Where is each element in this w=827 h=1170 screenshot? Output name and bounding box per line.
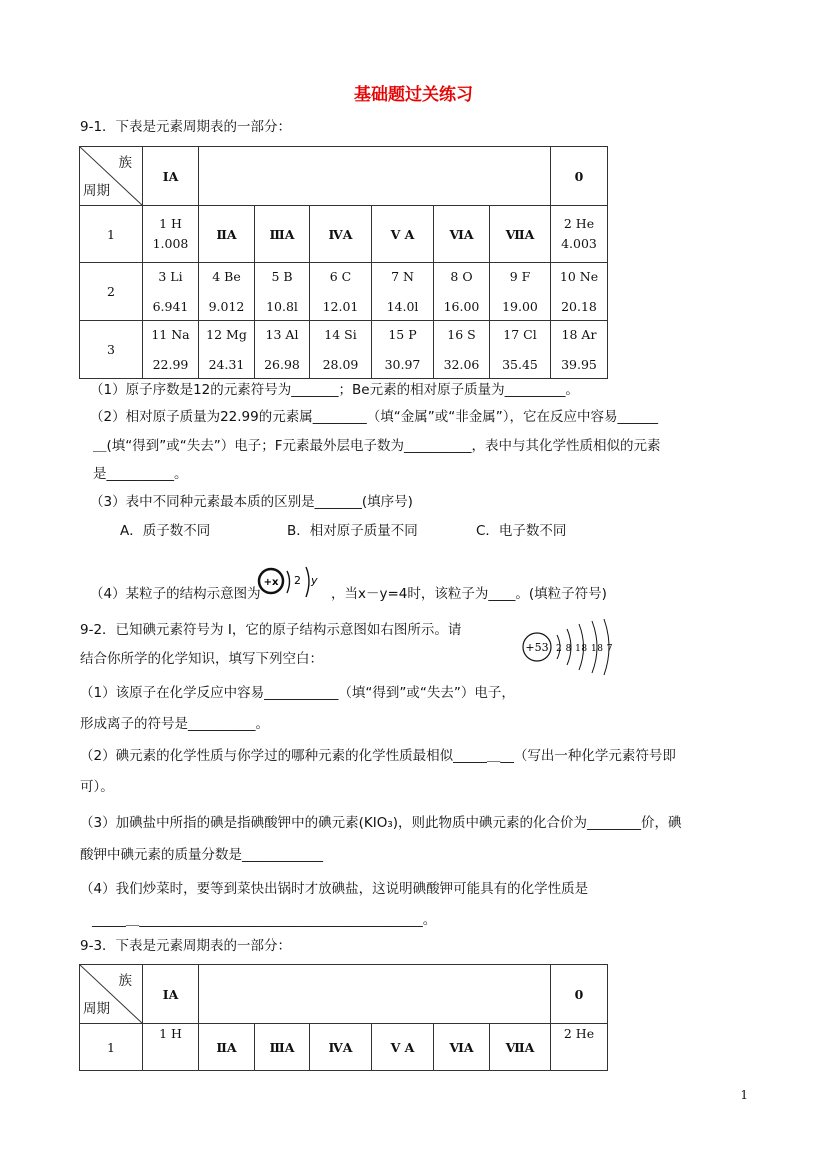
corner-period-label: 周期 [83, 1001, 110, 1017]
q2-part1a: （1）该原子在化学反应中容易___________（填“得到”或“失去”）电子， [80, 685, 515, 701]
element-cell: 2 He [551, 1024, 608, 1071]
page-title: 基础题过关练习 [354, 85, 473, 105]
element-symbol: 11 Na [151, 326, 190, 342]
q1-part4-pre: （4）某粒子的结构示意图为 [90, 586, 261, 602]
element-cell [310, 263, 372, 321]
option-b: B．相对原子质量不同 [287, 523, 418, 539]
element-symbol: 1 H [159, 216, 182, 231]
element-mass: 12.01 [322, 298, 359, 314]
corner-group-label: 族 [118, 973, 132, 989]
shell-arc-2 [306, 567, 309, 597]
element-symbol: 10 Ne [559, 268, 599, 284]
q2-part1b: 形成离子的符号是__________。 [80, 716, 269, 732]
element-mass: 35.45 [502, 356, 538, 372]
element-symbol: 4 Be [212, 268, 241, 284]
group-label: ⅡA [199, 206, 255, 263]
q1-part2a: （2）相对原子质量为22.99的元素属________（填“金属”或“非金属”），它在反应中容易______ [90, 409, 658, 425]
table-corner-cell [80, 965, 143, 1024]
shell-arc-1 [287, 571, 290, 593]
q1-part3: （3）表中不同种元素最本质的区别是_______(填序号) [90, 494, 413, 510]
group-label: ⅥA [434, 1024, 490, 1071]
group-label: Ⅴ A [372, 1024, 434, 1071]
q2-intro-b: 结合你所学的化学知识，填写下列空白： [80, 651, 323, 667]
element-cell [255, 263, 310, 321]
group-header-blank [199, 147, 551, 206]
element-symbol: 15 P [388, 326, 417, 342]
element-symbol: 12 Mg [206, 326, 247, 342]
q1-part1: （1）原子序数是12的元素符号为_______；Be元素的相对原子质量为_________。 [90, 382, 579, 398]
group-header-0: 0 [551, 965, 608, 1024]
group-label: ⅡA [199, 1024, 255, 1071]
q3-intro: 9-3．下表是元素周期表的一部分： [80, 938, 292, 954]
period-label: 1 [80, 206, 143, 263]
corner-group-label: 族 [118, 155, 132, 171]
element-cell [372, 263, 434, 321]
element-symbol: 3 Li [158, 268, 183, 284]
period-label: 1 [80, 1024, 143, 1071]
element-cell [143, 321, 199, 379]
nucleus-charge: +53 [525, 641, 549, 654]
group-label: ⅦA [490, 206, 551, 263]
element-cell [551, 263, 608, 321]
shell-electrons-1: 2 [294, 574, 301, 587]
group-header-IA: IA [143, 147, 199, 206]
element-mass: 20.18 [561, 298, 597, 314]
element-mass: 26.98 [264, 356, 300, 372]
q2-part2a: （2）碘元素的化学性质与你学过的哪种元素的化学性质最相似_____＿__（写出一种化学元素符号即 [80, 748, 676, 764]
group-label: ⅦA [490, 1024, 551, 1071]
element-symbol: 2 He [563, 216, 595, 231]
q2-part2b: 可）。 [80, 779, 114, 795]
q2-part4a: （4）我们炒菜时，要等到菜快出锅时才放碘盐，这说明碘酸钾可能具有的化学性质是 [80, 881, 589, 897]
q2-part3b: 酸钾中碘元素的质量分数是____________ [80, 847, 323, 863]
group-label: Ⅴ A [372, 206, 434, 263]
element-mass: 14.0l [386, 298, 419, 314]
page-number: 1 [740, 1088, 748, 1102]
element-mass: 10.8l [266, 298, 298, 314]
element-cell [372, 321, 434, 379]
element-mass: 32.06 [443, 356, 480, 372]
group-label: ⅢA [255, 206, 310, 263]
element-symbol: 5 B [271, 268, 293, 284]
group-header-0: 0 [551, 147, 608, 206]
element-mass: 30.97 [384, 356, 421, 372]
element-symbol: 9 F [509, 268, 531, 284]
q1-intro: 9-1．下表是元素周期表的一部分： [80, 119, 292, 135]
element-symbol: 13 Al [265, 326, 299, 342]
periodic-table-1 [79, 146, 608, 379]
element-symbol: 18 Ar [561, 326, 597, 342]
element-symbol: 16 S [447, 326, 476, 342]
element-cell [434, 263, 490, 321]
element-cell [551, 206, 608, 263]
element-mass: 16.00 [443, 298, 480, 314]
element-mass: 24.31 [208, 356, 245, 372]
particle-structure-diagram [256, 565, 326, 603]
element-cell [199, 263, 255, 321]
periodic-table-2 [79, 964, 608, 1071]
element-cell [143, 263, 199, 321]
q1-part4-post: ，当x－y=4时，该粒子为____。(填粒子符号) [331, 586, 607, 602]
element-cell [310, 321, 372, 379]
shell-electrons: 2 8 18 18 7 [556, 644, 614, 654]
group-label: ⅢA [255, 1024, 310, 1071]
q2-part4b: _____＿__________________________________________。 [92, 912, 437, 928]
option-c: C．电子数不同 [476, 523, 567, 539]
group-header-blank [199, 965, 551, 1024]
element-mass: 4.003 [561, 236, 597, 251]
element-symbol: 8 O [450, 268, 473, 284]
element-symbol: 6 C [329, 268, 352, 284]
group-label: ⅥA [434, 206, 490, 263]
element-cell [199, 321, 255, 379]
element-symbol: 7 N [391, 268, 414, 284]
element-symbol: 17 Cl [503, 326, 537, 342]
element-mass: 39.95 [561, 356, 597, 372]
element-cell [434, 321, 490, 379]
element-mass: 28.09 [322, 356, 359, 372]
option-a: A．质子数不同 [120, 523, 211, 539]
element-cell [490, 263, 551, 321]
element-cell [255, 321, 310, 379]
period-label: 2 [80, 263, 143, 321]
element-mass: 19.00 [502, 298, 538, 314]
element-mass: 6.941 [152, 298, 189, 314]
q1-part2b: ＿(填“得到”或“失去”）电子；F元素最外层电子数为__________，表中与其化学性质相似的元素 [93, 438, 661, 454]
iodine-atom-diagram [515, 615, 615, 681]
element-mass: 9.012 [208, 298, 245, 314]
element-symbol: 14 Si [324, 326, 357, 342]
element-mass: 22.99 [152, 356, 189, 372]
period-label: 3 [80, 321, 143, 379]
group-label: ⅣA [310, 1024, 372, 1071]
element-cell [490, 321, 551, 379]
q2-intro-a: 9-2．已知碘元素符号为 I，它的原子结构示意图如右图所示。请 [80, 622, 462, 638]
element-cell: 1 H [143, 1024, 199, 1071]
corner-period-label: 周期 [83, 183, 110, 199]
nucleus-charge: +x [263, 577, 279, 588]
element-cell [551, 321, 608, 379]
group-label: ⅣA [310, 206, 372, 263]
shell-electrons-2: y [311, 574, 318, 587]
element-cell [143, 206, 199, 263]
table-corner-cell [80, 147, 143, 206]
element-mass: 1.008 [152, 236, 189, 251]
q2-part3a: （3）加碘盐中所指的碘是指碘酸钾中的碘元素(KIO₃)，则此物质中碘元素的化合价为________价，碘 [80, 815, 682, 831]
q1-part2c: 是__________。 [93, 466, 188, 482]
group-header-IA: IA [143, 965, 199, 1024]
